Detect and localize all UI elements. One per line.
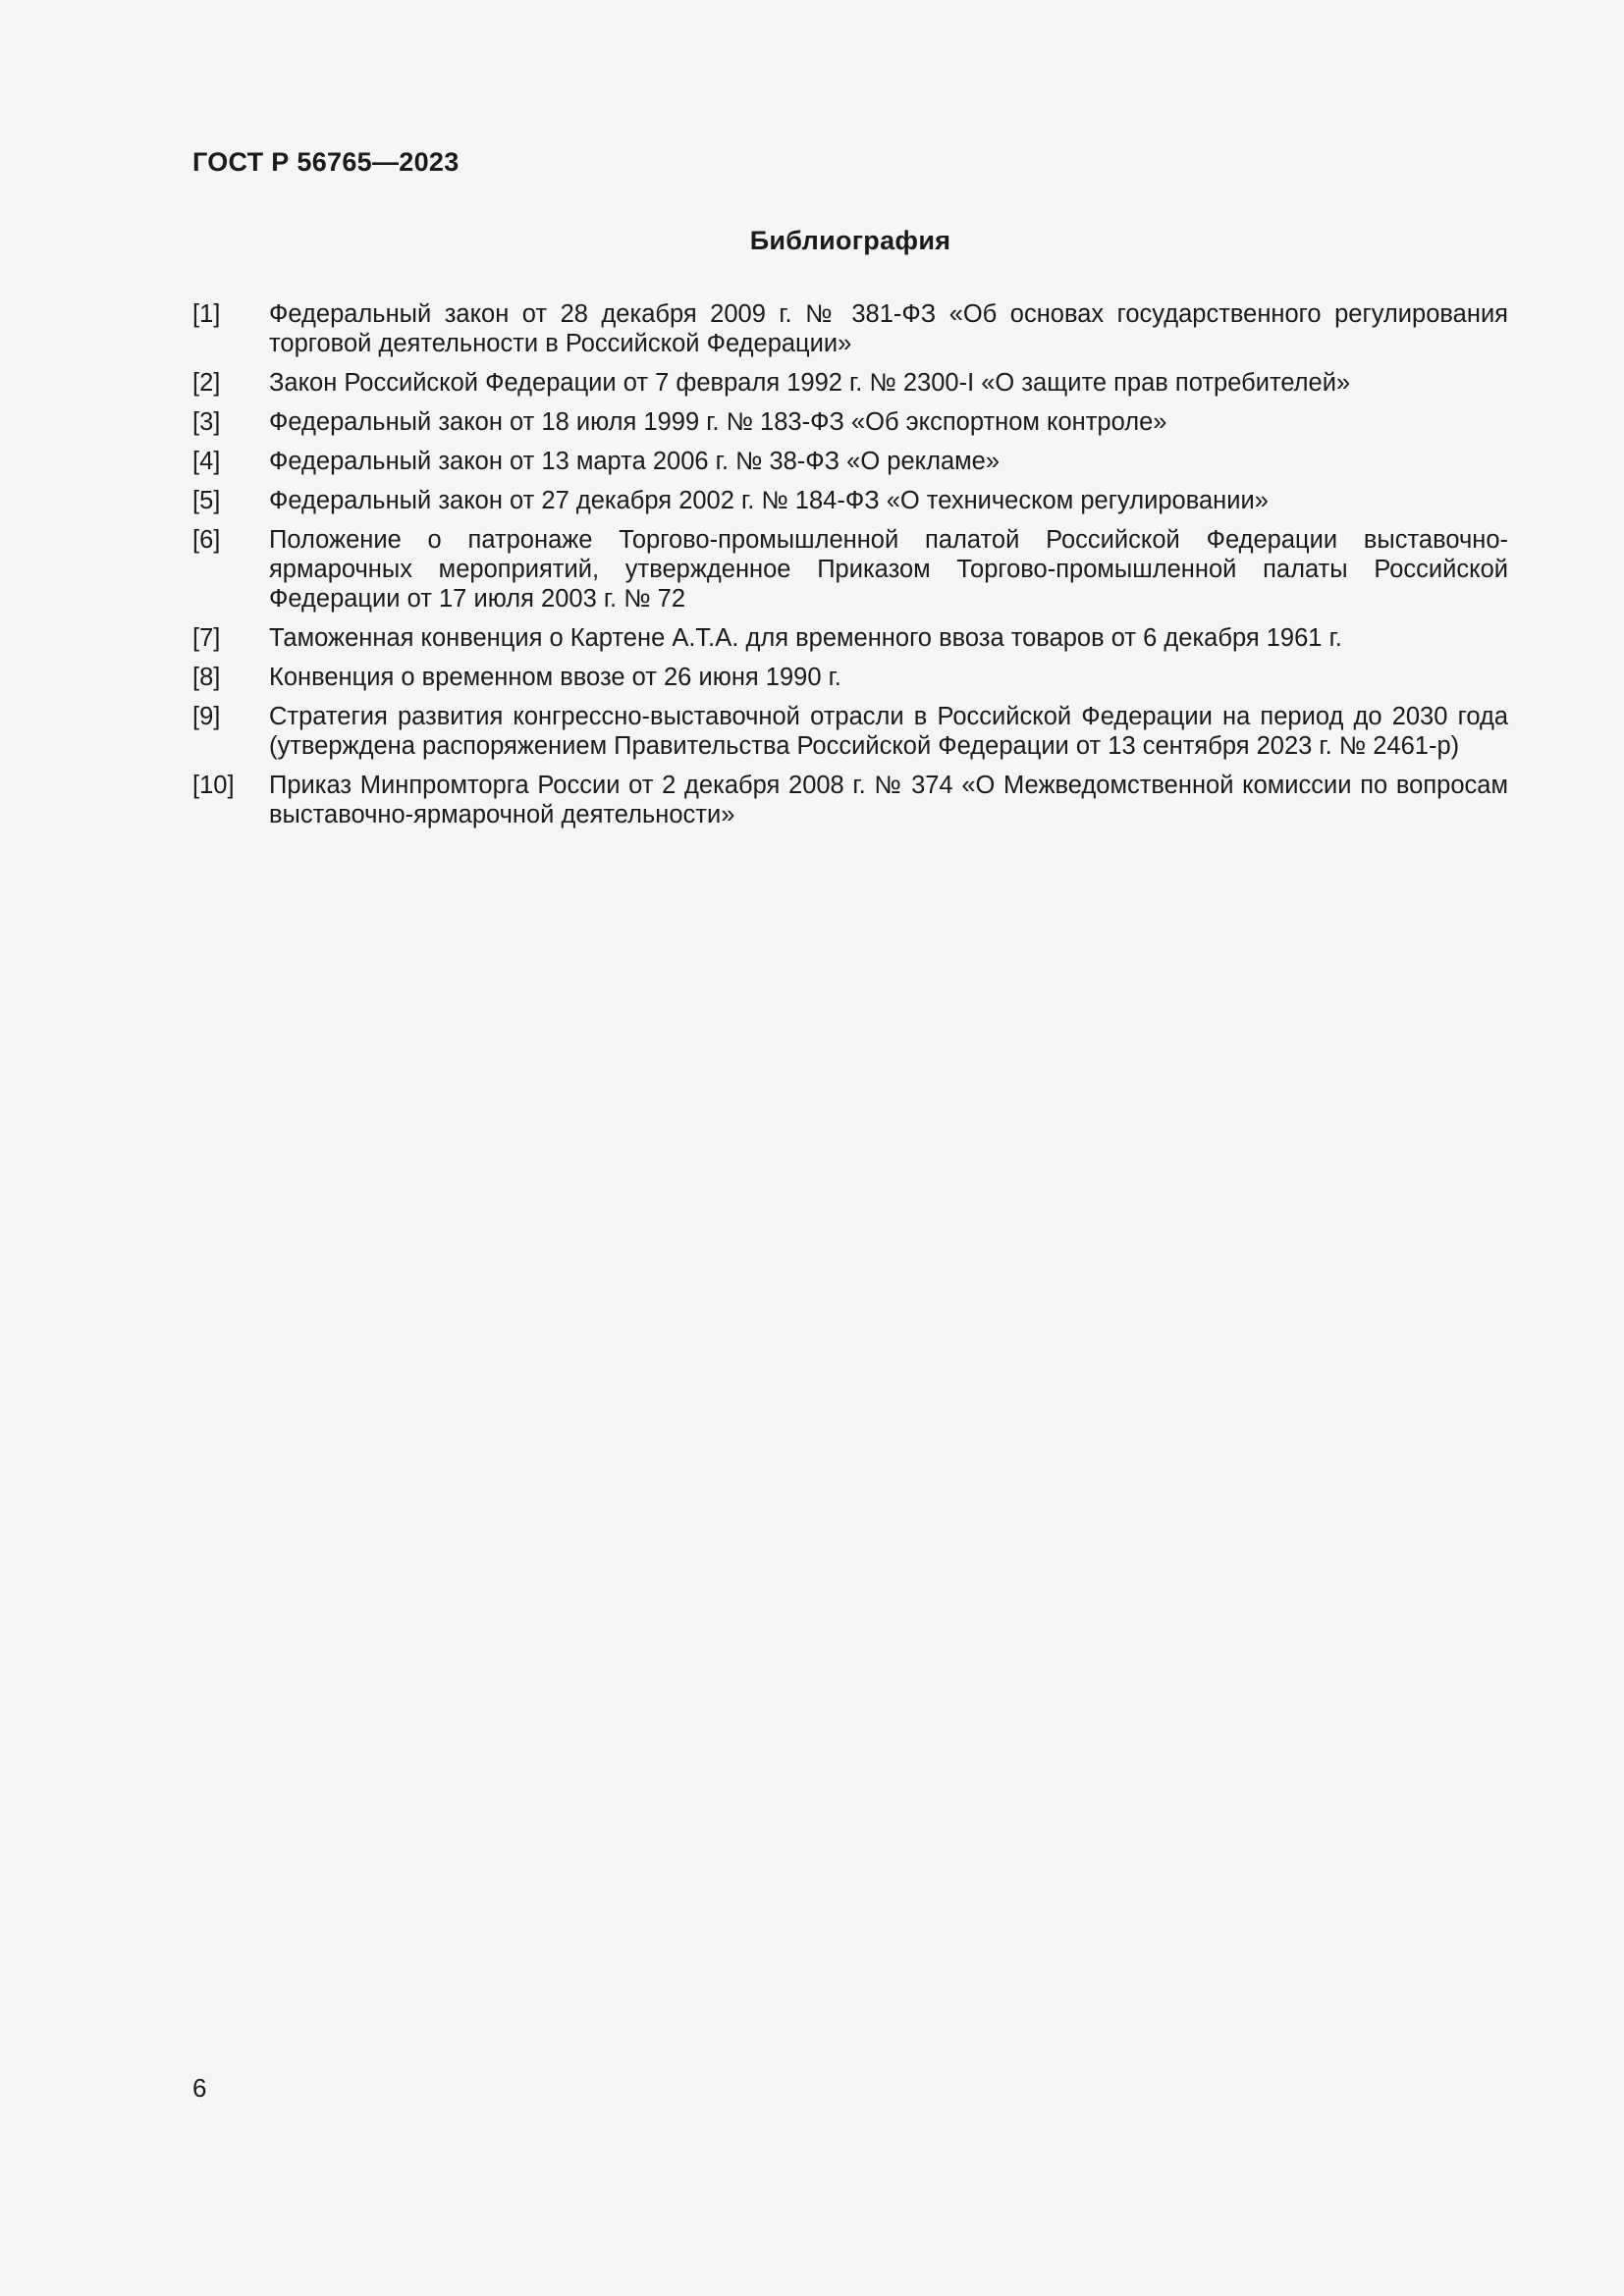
page-number: 6	[192, 2073, 207, 2103]
reference-text: Конвенция о временном ввозе от 26 июня 1990 г.	[269, 664, 841, 691]
reference-number: [4]	[192, 448, 221, 475]
reference-text: Федеральный закон от 13 марта 2006 г. № 38-ФЗ «О рекламе»	[269, 448, 1001, 475]
section-title: Библиография	[749, 226, 951, 255]
reference-number: [10]	[192, 772, 235, 799]
reference-number: [3]	[192, 408, 221, 436]
reference-number: [6]	[192, 526, 221, 554]
bibliography-item	[192, 623, 1508, 653]
reference-text: Таможенная конвенция о Картене А.Т.А. для временного ввоза товаров от 6 декабря 1961 г.	[269, 624, 1342, 652]
reference-text: Федеральный закон от 18 июля 1999 г. № 183-ФЗ «Об экспортном контроле»	[269, 408, 1167, 436]
bibliography-item	[192, 702, 1508, 761]
bibliography-item	[192, 407, 1508, 437]
reference-text: Приказ Минпромторга России от 2 декабря 2008 г. № 374 «О Межведомственной комиссии по вопросам выставочно-ярмарочной деятельности»	[269, 772, 1508, 828]
reference-number: [5]	[192, 487, 221, 514]
bibliography-item	[192, 663, 1508, 692]
bibliography-item	[192, 771, 1508, 829]
bibliography-item	[192, 447, 1508, 476]
reference-number: [7]	[192, 624, 221, 652]
bibliography-list	[192, 299, 1508, 839]
bibliography-item	[192, 525, 1508, 614]
bibliography-item	[192, 368, 1508, 398]
reference-number: [8]	[192, 664, 221, 691]
reference-text: Федеральный закон от 28 декабря 2009 г. № 381-ФЗ «Об основах государственного регулирования торговой деятельности в Российской Федерации»	[269, 300, 1508, 357]
reference-number: [1]	[192, 300, 221, 328]
reference-text: Стратегия развития конгрессно-выставочной отрасли в Российской Федерации на период до 2030 года (утверждена распоряжением Правительства Российской Федерации от 13 сентября 2023 г. № 2461-р)	[269, 703, 1508, 760]
reference-number: [2]	[192, 369, 221, 397]
reference-text: Закон Российской Федерации от 7 февраля 1992 г. № 2300-I «О защите прав потребителей»	[269, 369, 1351, 397]
bibliography-item	[192, 486, 1508, 515]
reference-text: Федеральный закон от 27 декабря 2002 г. № 184-ФЗ «О техническом регулировании»	[269, 487, 1269, 514]
reference-number: [9]	[192, 703, 221, 730]
reference-text: Положение о патронаже Торгово-промышленной палатой Российской Федерации выставочно-ярмарочных мероприятий, утвержденное Приказом Торгово-промышленной палаты Российской Федерации от 17 июля 2003 г. № 72	[269, 526, 1508, 613]
document-code: ГОСТ Р 56765—2023	[192, 147, 460, 177]
bibliography-item	[192, 299, 1508, 358]
